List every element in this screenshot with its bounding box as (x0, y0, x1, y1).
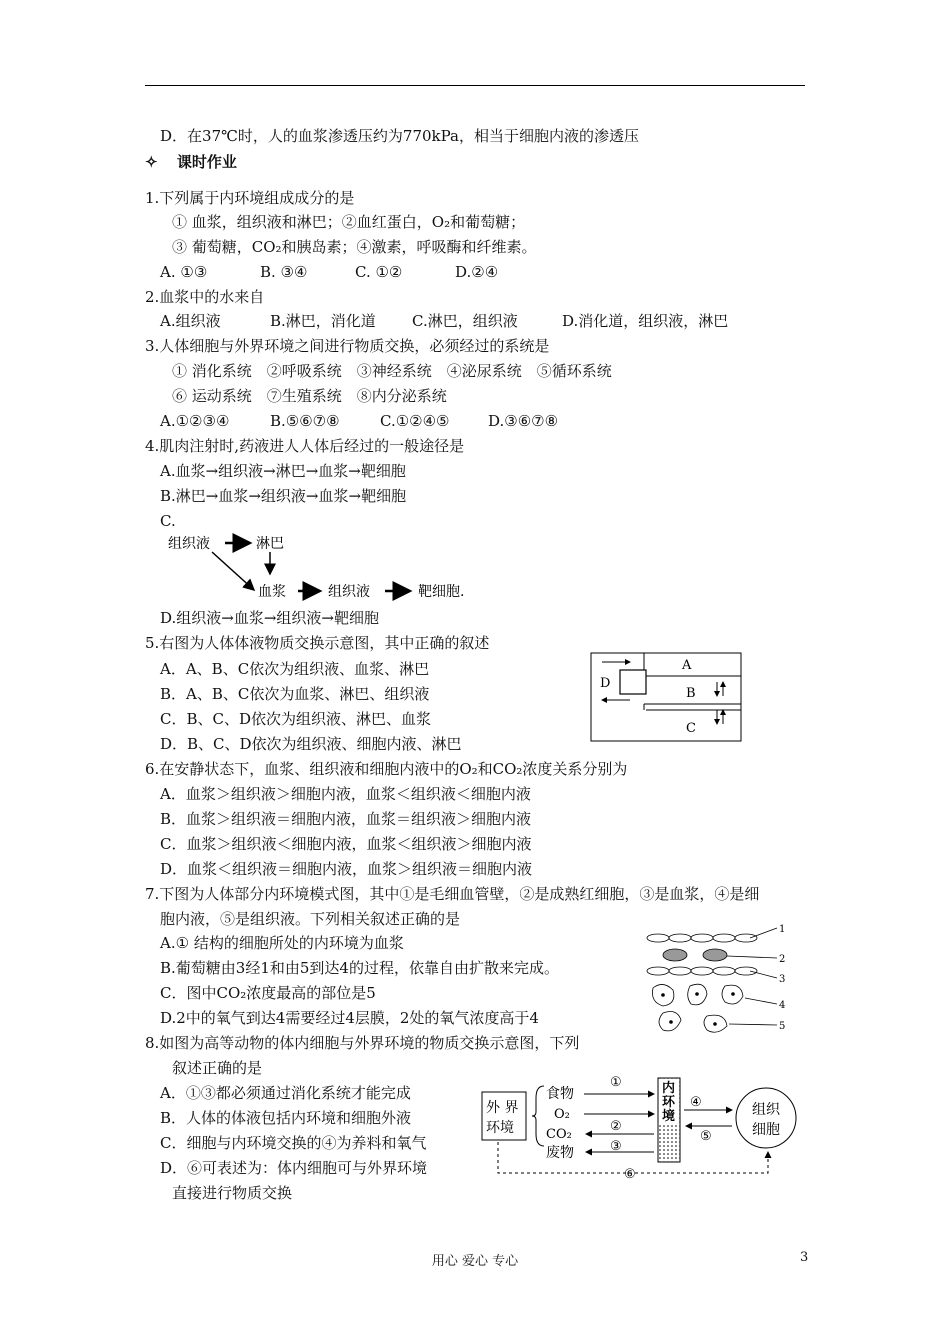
q8-internal-env-char: 环 (662, 1095, 676, 1110)
q4-node-target-cell: 靶细胞. (418, 584, 465, 600)
q1-option: C. ①② (355, 263, 403, 281)
q8-circled-6: ⑥ (624, 1167, 636, 1182)
q7-stem-2: 胞内液，⑤是组织液。下列相关叙述正确的是 (160, 910, 461, 928)
q8-external-label-1: 外 界 (486, 1100, 519, 1116)
q2-stem: 2.血浆中的水来自 (145, 288, 265, 306)
q5-fluid-exchange-diagram (590, 652, 750, 744)
q7-label-5: 5 (779, 1021, 786, 1032)
q2-options (160, 311, 728, 331)
q3-items-1: ① 消化系统 ②呼吸系统 ③神经系统 ④泌尿系统 ⑤循环系统 (172, 362, 612, 380)
page-footer: 用心 爱心 专心 (431, 1254, 519, 1269)
section-title: 课时作业 (176, 153, 237, 171)
q8-o2-label: O₂ (554, 1107, 570, 1122)
q7-option-d: D.2中的氧气到达4需要经过4层膜，2处的氧气浓度高于4 (160, 1009, 539, 1027)
q3-option: C.①②④⑤ (380, 412, 450, 430)
q2-option: D.消化道，组织液，淋巴 (562, 312, 729, 330)
q1-option: D.②④ (455, 263, 499, 281)
q5-label-c: C (686, 721, 696, 736)
q7-option-b: B.葡萄糖由3经1和由5到达4的过程，依靠自由扩散来完成。 (160, 959, 559, 977)
prev-question-option-d: D．在37℃时，人的血浆渗透压约为770kPa，相当于细胞内液的渗透压 (160, 127, 639, 145)
q2-option: C.淋巴，组织液 (412, 312, 518, 330)
q1-option: B. ③④ (260, 263, 308, 281)
q5-label-b: B (686, 686, 696, 701)
q5-stem: 5.右图为人体体液物质交换示意图，其中正确的叙述 (145, 634, 490, 652)
q8-option-d-continued: 直接进行物质交换 (172, 1184, 293, 1202)
q8-co2-label: CO₂ (546, 1127, 572, 1142)
page-number: 3 (800, 1250, 809, 1265)
q4-stem: 4.肌肉注射时,药液进人人体后经过的一般途径是 (145, 437, 465, 455)
q3-items-2: ⑥ 运动系统 ⑦生殖系统 ⑧内分泌系统 (172, 387, 447, 405)
q6-stem: 6.在安静状态下，血浆、组织液和细胞内液中的O₂和CO₂浓度关系分别为 (145, 760, 628, 778)
q6-option-a: A．血浆＞组织液＞细胞内液，血浆＜组织液＜细胞内液 (160, 785, 531, 803)
q3-option: B.⑤⑥⑦⑧ (270, 412, 340, 430)
q8-food-label: 食物 (546, 1086, 574, 1102)
q1-items-2: ③ 葡萄糖，CO₂和胰岛素；④激素，呼吸酶和纤维素。 (172, 238, 537, 256)
q8-exchange-diagram (478, 1068, 800, 1188)
q8-circled-3: ③ (610, 1139, 622, 1154)
q8-option-b: B．人体的体液包括内环境和细胞外液 (160, 1109, 412, 1127)
q8-stem-2: 叙述正确的是 (172, 1059, 263, 1077)
q7-option-c: C．图中CO₂浓度最高的部位是5 (160, 984, 376, 1002)
q5-option-c: C．B、C、D依次为组织液、淋巴、血浆 (160, 710, 432, 728)
q4-option-c: C. (160, 512, 176, 530)
header-rule (145, 85, 805, 86)
q5-option-b: B．A、B、C依次为血浆、淋巴、组织液 (160, 685, 430, 703)
q1-option: A. ①③ (160, 263, 208, 281)
q8-circled-5: ⑤ (700, 1129, 712, 1144)
q8-option-c: C．细胞与内环境交换的④为养料和氧气 (160, 1134, 427, 1152)
q6-option-d: D．血浆＜组织液＝细胞内液，血浆＞组织液＝细胞内液 (160, 860, 533, 878)
q8-option-a: A．①③都必须通过消化系统才能完成 (160, 1084, 411, 1102)
q8-option-d: D．⑥可表述为：体内细胞可与外界环境 (160, 1159, 428, 1177)
q7-inner-environment-diagram (645, 918, 805, 1043)
q8-stem-1: 8.如图为高等动物的体内细胞与外界环境的物质交换示意图，下列 (145, 1034, 580, 1052)
q3-option: A.①②③④ (160, 412, 230, 430)
q7-label-3: 3 (779, 974, 786, 985)
q4-option-a: A.血浆→组织液→淋巴→血浆→靶细胞 (160, 462, 406, 480)
q1-stem: 1.下列属于内环境组成成分的是 (145, 189, 355, 207)
q2-option: B.淋巴，消化道 (270, 312, 376, 330)
q7-label-4: 4 (779, 1000, 786, 1011)
q5-option-d: D．B、C、D依次为组织液、细胞内液、淋巴 (160, 735, 462, 753)
q1-items-1: ① 血浆，组织液和淋巴；②血红蛋白，O₂和葡萄糖； (172, 213, 526, 231)
q4-option-b: B.淋巴→血浆→组织液→血浆→靶细胞 (160, 487, 407, 505)
q6-option-b: B．血浆＞组织液＝细胞内液，血浆＝组织液＞细胞内液 (160, 810, 532, 828)
q8-external-label-2: 环境 (486, 1120, 514, 1136)
q4-node-tissue-fluid: 组织液 (168, 536, 210, 552)
q5-label-a: A (682, 658, 692, 673)
q4-node-lymph: 淋巴 (256, 536, 284, 552)
q4-node-plasma: 血浆 (258, 584, 286, 600)
q3-options (160, 411, 558, 431)
q2-option: A.组织液 (160, 312, 221, 330)
q7-label-2: 2 (779, 954, 786, 965)
q8-internal-env-char: 内 (662, 1081, 676, 1096)
q4-arrow (212, 552, 254, 590)
q7-stem-1: 7.下图为人体部分内环境模式图，其中①是毛细血管壁，②是成熟红细胞，③是血浆，④是细 (145, 885, 760, 903)
bullet-icon: ✧ (145, 153, 158, 171)
section-heading (145, 152, 237, 172)
q3-option: D.③⑥⑦⑧ (488, 412, 559, 430)
q1-options (160, 262, 498, 282)
q5-label-d: D (600, 676, 611, 691)
q8-cell-label-1: 组织 (752, 1102, 780, 1118)
q8-circled-1: ① (610, 1075, 622, 1090)
q4-pathway-diagram (160, 530, 480, 605)
q5-option-a: A．A、B、C依次为组织液、血浆、淋巴 (160, 660, 430, 678)
q4-option-d: D.组织液→血浆→组织液→靶细胞 (160, 609, 379, 627)
q8-cell-label-2: 细胞 (752, 1122, 780, 1138)
q8-internal-env-char: 境 (662, 1109, 676, 1124)
q6-option-c: C．血浆＞组织液＜细胞内液，血浆＜组织液＞细胞内液 (160, 835, 532, 853)
q8-circled-4: ④ (690, 1095, 702, 1110)
q4-node-tissue-fluid-2: 组织液 (328, 584, 370, 600)
q8-waste-label: 废物 (546, 1145, 574, 1161)
q7-label-1: 1 (779, 924, 786, 935)
q8-circled-2: ② (610, 1119, 622, 1134)
q7-option-a: A.① 结构的细胞所处的内环境为血浆 (160, 934, 404, 952)
q3-stem: 3.人体细胞与外界环境之间进行物质交换，必须经过的系统是 (145, 337, 550, 355)
